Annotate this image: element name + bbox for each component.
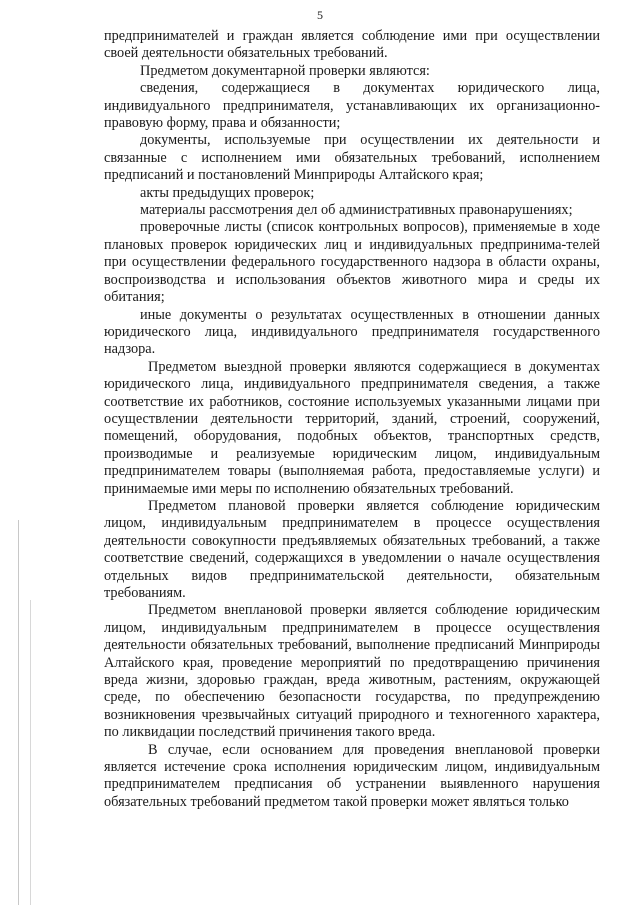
scan-margin-line-secondary — [30, 600, 31, 905]
paragraph-case-expiry: В случае, если основанием для проведения внеплановой проверки является истечение срока исполнения юридическим лицом, индивидуальным предпринимателем предписания об устранении выявленного нарушения обязательных требований предметом такой проверки может являться только — [104, 741, 600, 810]
paragraph-onsite-inspection: Предметом выездной проверки являются содержащиеся в документах юридического лица, индивидуального предпринимателя сведения, а также соответствие их работников, состояние используемых указанными лицами при осуществлении деятельности территорий, зданий, строений, сооружений, помещений, оборудования, подобных объектов, транспортных средств, производимые и реализуемые юридическим лицом, индивидуальным предпринимателем товары (выполняемая работа, предоставляемые услуги) и принимаемые ими меры по исполнению обязательных требований. — [104, 358, 600, 497]
list-item-other-documents: иные документы о результатах осуществленных в отношении данных юридического лица, индивидуального предпринимателя государственного надзора. — [104, 306, 600, 358]
paragraph-planned-inspection: Предметом плановой проверки является соблюдение юридическим лицом, индивидуальным предпринимателем в процессе осуществления деятельности совокупности предъявляемых обязательных требований, а также соответствие сведений, содержащихся в уведомлении о начале осуществления отдельных видов предпринимательской деятельности, обязательным требованиям. — [104, 497, 600, 601]
list-item-checklists: проверочные листы (список контрольных вопросов), применяемые в ходе плановых проверок юридических лиц и индивидуальных предпринима-телей при осуществлении федерального государственного надзора в области охраны, воспроизводства и использования объектов животного мира и среды их обитания; — [104, 219, 600, 306]
list-item-case-materials: материалы рассмотрения дел об административных правонарушениях; — [140, 202, 573, 219]
paragraph-documentary-heading: Предметом документарной проверки являются: — [140, 62, 430, 79]
paragraph-continuation: предпринимателей и граждан является соблюдение ими при осуществлении своей деятельности обязательных требований. — [104, 28, 600, 62]
list-item-previous-acts: акты предыдущих проверок; — [140, 184, 315, 201]
list-item-documents: документы, используемые при осуществлении их деятельности и связанные с исполнением ими обязательных требований, исполнением предписаний и постановлений Минприроды Алтайского края; — [104, 132, 600, 184]
page-number: 5 — [317, 8, 323, 22]
paragraph-unscheduled-inspection: Предметом внеплановой проверки является соблюдение юридическим лицом, индивидуальным предпринимателем в процессе осуществления деятельности обязательных требований, выполнение предписаний Минприроды Алтайского края, проведение мероприятий по предотвращению причинения вреда жизни, здоровью граждан, вреда животным, растениям, окружающей среде, по обеспечению безопасности государства, по предупреждению возникновения чрезвычайных ситуаций природного и техногенного характера, по ликвидации последствий причинения такого вреда. — [104, 602, 600, 741]
list-item-information: сведения, содержащиеся в документах юридического лица, индивидуального предпринимателя, устанавливающих их организационно-правовую форму, права и обязанности; — [104, 80, 600, 132]
document-body — [104, 28, 600, 811]
scan-margin-line — [18, 520, 19, 905]
